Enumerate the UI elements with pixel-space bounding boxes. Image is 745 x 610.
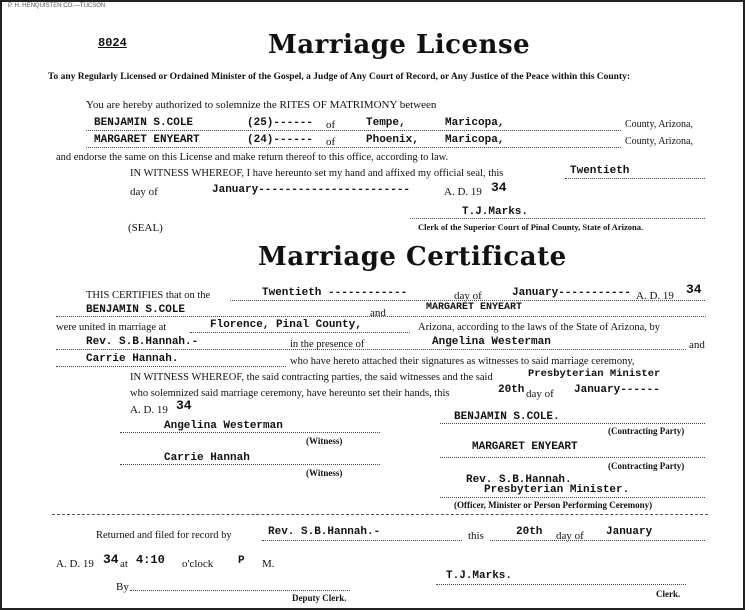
record-ad: A. D. 19: [56, 558, 94, 570]
record-month: January: [606, 526, 653, 538]
certificate-day: Twentieth ------------: [262, 287, 408, 299]
bride-age: (24)------: [247, 134, 314, 146]
license-title: Marriage License: [268, 30, 531, 60]
license-clerk-title: Clerk of the Superior Court of Pinal County, State of Arizona.: [418, 222, 644, 232]
certificate-presence: in the presence of: [290, 339, 365, 350]
certificate-witness-whereof: IN WITNESS WHEREOF, the said contracting parties, the said witnesses and the said: [130, 372, 493, 383]
certificate-place: Florence, Pinal County,: [210, 319, 362, 331]
of-label-1: of: [326, 119, 336, 131]
bride-name: MARGARET ENYEART: [94, 134, 200, 146]
license-month: January-----------------------: [212, 184, 411, 196]
groom-county: Maricopa,: [445, 117, 505, 129]
witness2-label: (Witness): [306, 468, 343, 478]
license-authorized: You are hereby authorized to solemnize the RITES OF MATRIMONY between: [86, 99, 437, 111]
certificate-arizona-law: Arizona, according to the laws of the State of Arizona, by: [418, 322, 661, 333]
license-number: 8024: [98, 36, 127, 50]
groom-name: BENJAMIN S.COLE: [94, 117, 194, 129]
record-oclock: o'clock: [182, 558, 214, 570]
record-this: this: [468, 530, 484, 542]
record-clerk-label: Clerk.: [656, 589, 681, 599]
certificate-ad-2: A. D. 19: [130, 404, 168, 416]
license-year: 34: [491, 180, 507, 195]
minister-inline: Presbyterian Minister: [528, 368, 661, 380]
county-az-1: County, Arizona,: [625, 119, 693, 130]
party1-label: (Contracting Party): [608, 426, 685, 436]
witness1-signature: Angelina Westerman: [164, 420, 283, 432]
witness1-label: (Witness): [306, 436, 343, 446]
county-az-2: County, Arizona,: [625, 136, 693, 147]
certificate-month2: January------: [574, 384, 660, 396]
witness2-inline: Carrie Hannah.: [86, 353, 179, 365]
bride-county: Maricopa,: [445, 134, 505, 146]
certificate-solemnized: who solemnized said marriage ceremony, have hereunto set their hands, this: [130, 388, 450, 399]
record-m: M.: [262, 558, 275, 570]
license-endorse: and endorse the same on this License and make return thereof to this office, according to law.: [56, 152, 449, 163]
party1-inline: BENJAMIN S.COLE: [86, 304, 186, 316]
license-witness-day: Twentieth: [570, 165, 630, 177]
certificate-day-of: day of: [454, 290, 482, 302]
bride-city: Phoenix,: [366, 134, 419, 146]
certificate-and-2: and: [689, 339, 705, 351]
record-time: 4:10: [136, 553, 165, 567]
witness1-inline: Angelina Westerman: [432, 336, 551, 348]
record-by-name: Rev. S.B.Hannah.-: [268, 526, 381, 538]
license-seal: (SEAL): [128, 222, 163, 234]
certificate-attached: who have hereto attached their signatures as witnesses to said marriage ceremony,: [290, 356, 635, 367]
record-day: 20th: [516, 526, 543, 538]
license-ad: A. D. 19: [444, 186, 482, 198]
record-returned: Returned and filed for record by: [96, 530, 232, 541]
groom-age: (25)------: [247, 117, 314, 129]
record-deputy: Deputy Clerk.: [292, 593, 347, 603]
record-pm: P: [238, 555, 245, 567]
record-at: at: [120, 558, 128, 570]
record-day-of: day of: [556, 530, 584, 542]
party2-signature: MARGARET ENYEART: [472, 441, 578, 453]
certificate-title: Marriage Certificate: [258, 242, 567, 272]
license-day-of: day of: [130, 186, 158, 198]
license-clerk-signature: T.J.Marks.: [462, 206, 529, 218]
certificate-united-at: were united in marriage at: [56, 322, 167, 333]
record-year: 34: [103, 552, 119, 567]
of-label-2: of: [326, 136, 336, 148]
groom-city: Tempe,: [366, 117, 406, 129]
officiant-inline: Rev. S.B.Hannah.-: [86, 336, 199, 348]
party1-signature: BENJAMIN S.COLE.: [454, 411, 560, 423]
record-clerk-signature: T.J.Marks.: [446, 570, 513, 582]
certificate-this-day: 20th: [498, 384, 525, 396]
certificate-certifies: THIS CERTIFIES that on the: [86, 290, 211, 301]
party2-inline: MARGARET ENYEART: [426, 302, 523, 313]
witness2-signature: Carrie Hannah: [164, 452, 250, 464]
certificate-year-2: 34: [176, 398, 192, 413]
certificate-day-label: day of: [526, 388, 554, 400]
certificate-year: 34: [686, 282, 702, 297]
officiant-label: (Officer, Minister or Person Performing Ceremony): [454, 500, 653, 510]
officiant-signature-1: Rev. S.B.Hannah.: [466, 474, 572, 486]
officiant-signature-2: Presbyterian Minister.: [484, 484, 630, 496]
license-witness-text: IN WITNESS WHEREOF, I have hereunto set my hand and affixed my official seal, this: [130, 168, 504, 179]
certificate-and: and: [370, 307, 386, 319]
certificate-ad: A. D. 19: [636, 290, 674, 302]
record-by: By: [116, 581, 129, 593]
certificate-month: January-----------: [512, 287, 631, 299]
printer-mark: P. H. HENQUISTEN CO.—TUCSON: [8, 3, 106, 9]
party2-label: (Contracting Party): [608, 461, 685, 471]
license-addressee: To any Regularly Licensed or Ordained Minister of the Gospel, a Judge of Any Court of Record, or Any Justice of the Peace within this County:: [48, 72, 631, 82]
